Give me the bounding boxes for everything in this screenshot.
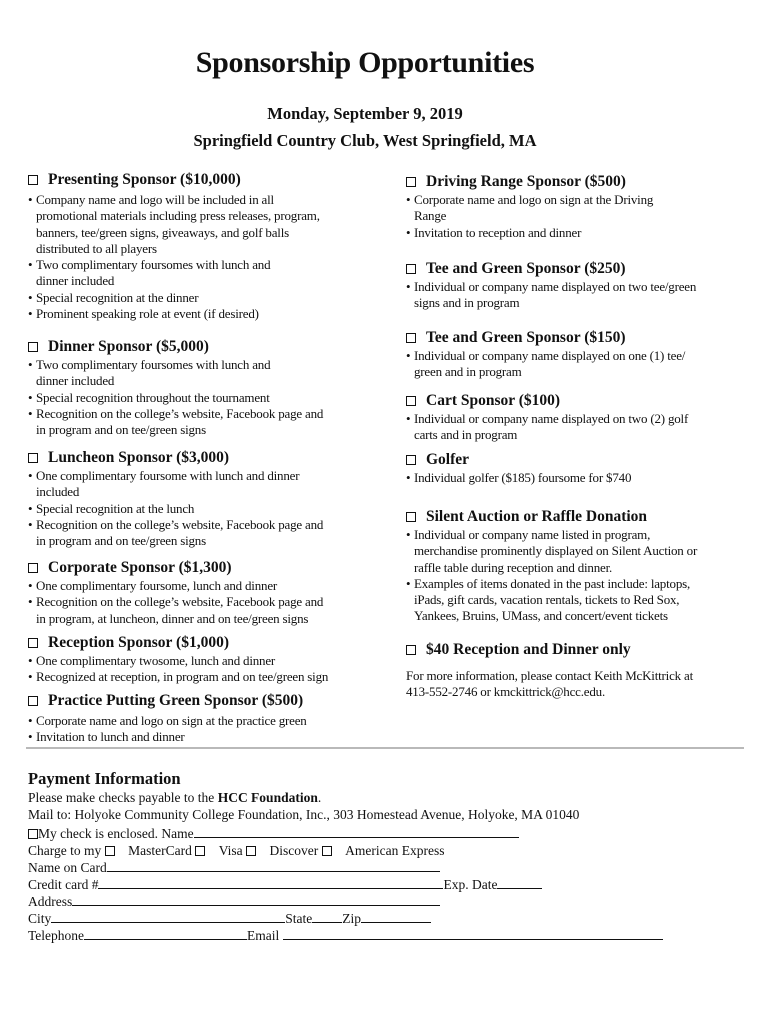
benefit-item: • Individual or company name displayed on one (1) tee/ green and in program [406,348,685,381]
sponsor-title: Corporate Sponsor ($1,300) [48,559,232,576]
sponsor-driving-range [406,172,653,241]
option-reception-dinner-only [406,640,631,660]
benefit-item: • Prominent speaking role at event (if desired) [28,306,320,322]
sponsor-benefits [28,468,323,549]
sponsor-title: Cart Sponsor ($100) [426,392,561,409]
benefit-item: • One complimentary foursome with lunch and dinner included [28,468,323,501]
telephone-field[interactable] [84,927,247,940]
checkbox[interactable] [28,453,38,463]
sponsor-title: Luncheon Sponsor ($3,000) [48,449,230,466]
sponsor-practice-putting-green [28,691,307,746]
contact-line: For more information, please contact Keith McKittrick at [406,668,693,683]
address-field[interactable] [72,893,440,906]
checkbox[interactable] [406,396,416,406]
city-state-zip-line: City State Zip [28,910,748,927]
payment-title: Payment Information [28,769,181,788]
sponsor-benefits [28,578,323,627]
sponsor-title: Driving Range Sponsor ($500) [426,173,626,190]
sponsor-corporate [28,558,323,627]
sponsor-benefits [28,192,320,322]
name-on-card-line: Name on Card [28,859,748,876]
sponsor-benefits [28,357,323,438]
sponsor-luncheon [28,448,323,549]
checkbox[interactable] [406,645,416,655]
benefit-item: • Invitation to lunch and dinner [28,729,307,745]
sponsor-benefits [406,279,696,312]
charge-checkbox[interactable] [105,846,115,856]
event-venue: Springfield Country Club, West Springfield, MA [193,131,537,150]
sponsor-benefits [406,411,688,444]
zip-field[interactable] [361,910,431,923]
benefit-item: • Recognition on the college’s website, Facebook page and in program and on tee/green signs [28,406,323,439]
name-on-card-field[interactable] [107,859,440,872]
sponsor-benefits [406,348,685,381]
sponsor-benefits [28,653,328,686]
event-date: Monday, September 9, 2019 [267,104,463,123]
sponsor-benefits [28,713,307,746]
sponsor-title: Tee and Green Sponsor ($250) [426,260,626,277]
checkbox[interactable] [28,696,38,706]
benefit-item: • Corporate name and logo on sign at the Driving Range [406,192,653,225]
sponsor-tee-green-250 [406,259,696,312]
benefit-item: • One complimentary twosome, lunch and dinner [28,653,328,669]
sponsor-benefits [406,470,631,486]
check-enclosed-checkbox[interactable] [28,829,38,839]
benefit-item: • Recognition on the college’s website, Facebook page and in program, at luncheon, dinner and on tee/green signs [28,594,323,627]
checkbox[interactable] [28,638,38,648]
city-field[interactable] [51,910,285,923]
sponsor-title: $40 Reception and Dinner only [426,641,631,658]
contact-info [406,668,693,701]
benefit-item: • One complimentary foursome, lunch and dinner [28,578,323,594]
sponsor-tee-green-150 [406,328,685,381]
section-divider [26,747,744,749]
sponsor-cart [406,391,688,444]
discover-checkbox[interactable] [322,846,332,856]
benefit-item: • Examples of items donated in the past include: laptops, iPads, gift cards, vacation rentals, tickets to Red Sox, Yankees, Bruins, UMass, and concert/event tickets [406,576,697,625]
checkbox[interactable] [28,342,38,352]
benefit-item: • Individual or company name displayed on two (2) golf carts and in program [406,411,688,444]
benefit-item: • Individual golfer ($185) foursome for $740 [406,470,631,486]
benefit-item: • Special recognition at the dinner [28,290,320,306]
checkbox[interactable] [28,563,38,573]
address-line: Address [28,893,748,910]
exp-date-field[interactable] [497,876,542,889]
benefit-item: • Special recognition throughout the tournament [28,390,323,406]
checkbox[interactable] [406,177,416,187]
checkbox[interactable] [406,333,416,343]
sponsor-dinner [28,337,323,438]
benefit-item: • Recognition on the college’s website, Facebook page and in program and on tee/green signs [28,517,323,550]
benefit-item: • Two complimentary foursomes with lunch and dinner included [28,257,320,290]
name-field[interactable] [194,825,519,838]
benefit-item: • Recognized at reception, in program and on tee/green sign [28,669,328,685]
credit-card-field[interactable] [98,876,443,889]
benefit-item: • Special recognition at the lunch [28,501,323,517]
telephone-email-line: Telephone Email [28,927,748,944]
charge-to-line: Charge to my MasterCard Visa Discover American Express [28,843,445,858]
sponsor-benefits [406,527,697,625]
contact-line: 413-552-2746 or kmckittrick@hcc.edu. [406,684,605,700]
sponsor-reception [28,633,328,686]
mail-to-line: Mail to: Holyoke Community College Foundation, Inc., 303 Homestead Avenue, Holyoke, MA 01040 [28,807,580,822]
mastercard-checkbox[interactable] [195,846,205,856]
sponsor-title: Tee and Green Sponsor ($150) [426,329,626,346]
sponsor-title: Reception Sponsor ($1,000) [48,634,229,651]
checkbox[interactable] [406,455,416,465]
checkbox[interactable] [28,175,38,185]
benefit-item: • Two complimentary foursomes with lunch and dinner included [28,357,323,390]
visa-checkbox[interactable] [246,846,256,856]
sponsor-title: Presenting Sponsor ($10,000) [48,171,241,188]
sponsor-title: Silent Auction or Raffle Donation [426,508,648,525]
email-field[interactable] [283,927,663,940]
state-field[interactable] [312,910,342,923]
sponsor-title: Practice Putting Green Sponsor ($500) [48,692,304,709]
benefit-item: • Individual or company name listed in program, merchandise prominently displayed on Silent Auction or raffle table during reception and dinner. [406,527,697,576]
payment-section [28,769,748,944]
check-enclosed-line: My check is enclosed. Name [28,825,748,842]
benefit-item: • Corporate name and logo on sign at the practice green [28,713,307,729]
benefit-item: • Individual or company name displayed on two tee/green signs and in program [406,279,696,312]
checkbox[interactable] [406,512,416,522]
checkbox[interactable] [406,264,416,274]
checks-payable-line: Please make checks payable to the HCC Foundation. [28,790,322,805]
sponsor-presenting [28,170,320,322]
page-title: Sponsorship Opportunities [195,46,535,79]
sponsor-golfer [406,450,631,486]
sponsor-benefits [406,192,653,241]
sponsor-title: Golfer [426,451,470,468]
benefit-item: • Company name and logo will be included in all promotional materials including press releases, program, banners, tee/green signs, giveaways, and golf balls distributed to all players [28,192,320,257]
credit-card-line: Credit card # Exp. Date [28,876,748,893]
benefit-item: • Invitation to reception and dinner [406,225,653,241]
sponsor-title: Dinner Sponsor ($5,000) [48,338,209,355]
sponsor-silent-auction [406,507,697,625]
